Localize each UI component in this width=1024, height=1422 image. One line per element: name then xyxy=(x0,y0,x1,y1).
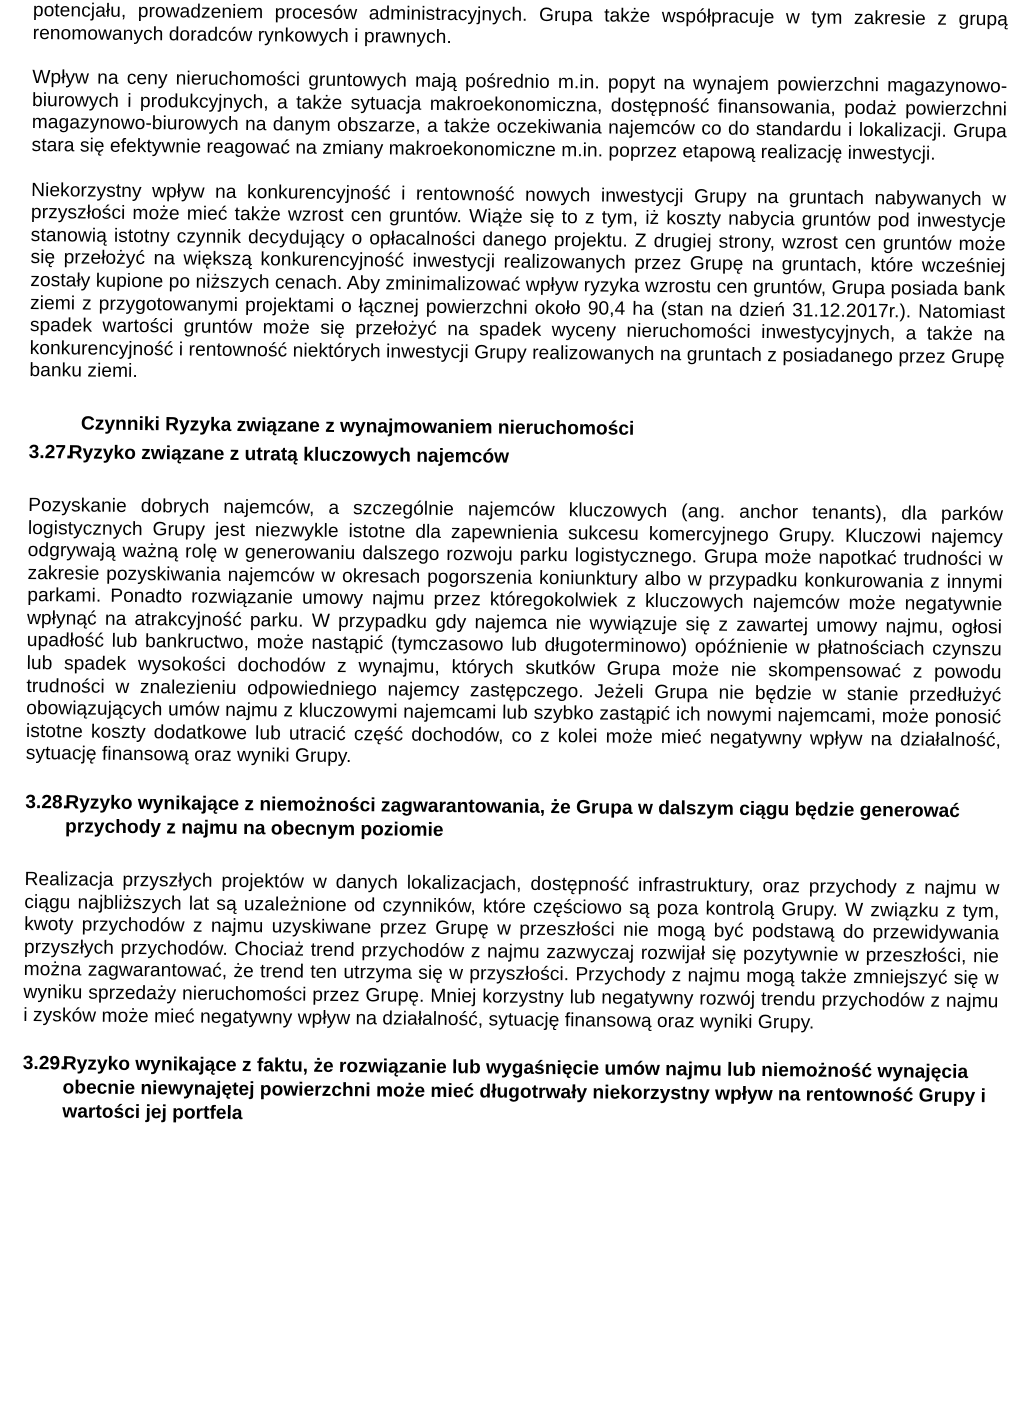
paragraph: potencjału, prowadzeniem procesów administracyjnych. Grupa także współpracuje w tym zakresie z grupą renomowanych doradców rynkowych i prawnych. xyxy=(32,0,1008,48)
risk-heading-3-29 xyxy=(22,1052,998,1133)
risk-body: Pozyskanie dobrych najemców, a szczególnie najemców kluczowych (ang. anchor tenants), dla parków logistycznych Grupy jest niezwykle istotne dla zapewnienia sukcesu komercyjnego Grupy. Kluczowi najemcy odgrywają ważną rolę w generowaniu dalszego rozwoju parku logistycznego. Grupa może napotkać trudności w zakresie pozyskiwania najemców w okresach pogorszenia koniunktury albo w przypadku konkurowania z innymi parkami. Ponadto rozwiązanie umowy najmu przez któregokolwiek z kluczowych najemców może negatywnie wpłynąć na atrakcyjność parku. W przypadku gdy najemca nie wywiązuje się z zawartej umowy najmu, ogłosi upadłość lub bankructwo, może nastąpić (tymczasowo lub długoterminowo) opóźnienie w płatnościach czynszu lub spadek wysokości dochodów z wynajmu, których skutków Grupa może nie skompensować z powodu trudności w znalezieniu odpowiedniego najemcy zastępczego. Jeżeli Grupa nie będzie w stanie przedłużyć obowiązujących umów najmu z kluczowymi najemcami lub szybko zastąpić ich nowymi najemcami, może ponosić istotne koszty dodatkowe lub utracić część dochodów, co z kolei może mieć negatywny wpływ na działalność, sytuację finansową oraz wyniki Grupy. xyxy=(25,494,1004,768)
risk-number: 3.28. xyxy=(25,791,69,814)
risk-title: Ryzyko związane z utratą kluczowych najemców xyxy=(68,442,510,468)
scanned-text-block xyxy=(22,0,1008,1133)
risk-title: Ryzyko wynikające z faktu, że rozwiązanie lub wygaśnięcie umów najmu lub niemożność wynajęcia obecnie niewynajętej powierzchni może mieć długotrwały niekorzystny wpływ na rentowność Grupy i wartości jej portfela xyxy=(62,1053,986,1125)
paragraph: Niekorzystny wpływ na konkurencyjność i rentowność nowych inwestycji Grupy na gruntach nabywanych w przyszłości może mieć także wzrost cen gruntów. Wiąże się to z tym, iż koszty nabycia gruntów pod inwestycje stanowią istotny czynnik decydujący o opłacalności danego projektu. Z drugiej strony, wzrost cen gruntów może się przełożyć na większą konkurencyjność inwestycji realizowanych przez Grupę na gruntach, które wcześniej zostały kupione po niższych cenach. Aby zminimalizować wpływ ryzyka wzrostu cen gruntów, Grupa posiada bank ziemi z przygotowanymi projektami o łącznej powierzchni około 90,4 ha (stan na dzień 31.12.2017r.). Natomiast spadek wartości gruntów może się przełożyć na spadek wyceny nieruchomości inwestycyjnych, a także na konkurencyjność i rentowność niektórych inwestycji Grupy realizowanych na gruntach z posiadanego przez Grupę banku ziemi. xyxy=(29,179,1007,383)
risk-number: 3.27. xyxy=(28,441,72,464)
risk-title: Ryzyko wynikające z niemożności zagwarantowania, że Grupa w dalszym ciągu będzie generować przychody z najmu na obecnym poziomie xyxy=(64,792,960,842)
risk-body: Realizacja przyszłych projektów w danych lokalizacjach, dostępność infrastruktury, oraz przychody z najmu w ciągu najbliższych lat są uzależnione od czynników, które częściowo są poza kontrolą Grupy. W związku z tym, kwoty przychodów z najmu uzyskiwane przez Grupę w przeszłości nie mogą być podstawą do przewidywania przyszłych przychodów. Chociaż trend przychodów z najmu zazwyczaj rozwijał się pozytywnie w przeszłości, nie można zagwarantować, że trend ten utrzyma się w przyszłości. Przychody z najmu mogą także zmniejszyć się w wyniku sprzedaży nieruchomości przez Grupę. Mniej korzystny lub negatywny rozwój trendu przychodów z najmu i zysków może mieć negatywny wpływ na działalność, sytuację finansową oraz wyniki Grupy. xyxy=(23,868,1000,1034)
paragraph: Wpływ na ceny nieruchomości gruntowych mają pośrednio m.in. popyt na wynajem powierzchni magazynowo-biurowych i produkcyjnych, a także sytuacja makroekonomiczna, dostępność finansowania, podaż powierzchni magazynowo-biurowych na danym obszarze, a także oczekiwania najemców co do standardu i lokalizacji. Grupa stara się efektywnie reagować na zmiany makroekonomiczne m.in. poprzez etapową realizację inwestycji. xyxy=(31,67,1008,165)
section-heading: Czynniki Ryzyka związane z wynajmowaniem nieruchomości xyxy=(80,413,635,440)
risk-heading-3-28 xyxy=(25,791,1000,848)
risk-number: 3.29. xyxy=(22,1053,66,1075)
